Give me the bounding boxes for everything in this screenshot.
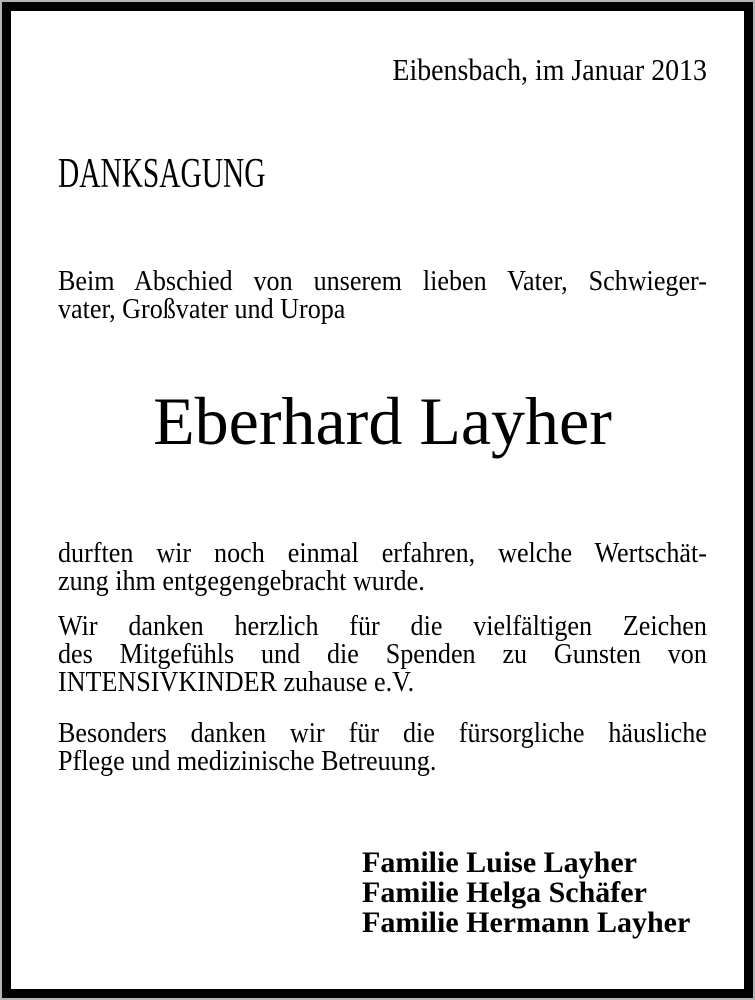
paragraph-dank-line-2: des Mitgefühls und die Spenden zu Gunsten von (58, 638, 707, 670)
notice-border-frame (2, 2, 753, 998)
intro-line-2: vater, Großvater und Uropa (58, 293, 346, 325)
paragraph-wertschaetzung (58, 539, 707, 595)
signature-line-helga: Familie Helga Schäfer (362, 876, 647, 909)
paragraph-wertschaetzung-line-1: durften wir noch einmal erfahren, welche Wertschät- (58, 537, 707, 569)
intro-line-1: Beim Abschied von unserem lieben Vater, Schwieger- (58, 265, 707, 297)
signature-line-luise: Familie Luise Layher (362, 846, 637, 879)
paragraph-dank-line-3: INTENSIVKINDER zuhause e.V. (58, 666, 415, 698)
deceased-name: Eberhard Layher (153, 383, 612, 459)
paragraph-pflege-line-1: Besonders danken wir für die fürsorgliche häusliche (58, 717, 707, 749)
paragraph-pflege-line-2: Pflege und medizinische Betreuung. (58, 745, 437, 777)
paragraph-pflege (58, 719, 707, 775)
intro-paragraph (58, 267, 707, 323)
signature-block (362, 848, 690, 938)
paragraph-dank (58, 612, 707, 696)
notice-heading: DANKSAGUNG (58, 151, 266, 197)
paragraph-wertschaetzung-line-2: zung ihm entgegengebracht wurde. (58, 565, 425, 597)
notice-content (58, 11, 707, 989)
paragraph-dank-line-1: Wir danken herzlich für die vielfältigen Zeichen (58, 610, 707, 642)
dateline: Eibensbach, im Januar 2013 (392, 52, 707, 87)
signature-line-hermann: Familie Hermann Layher (362, 906, 691, 939)
